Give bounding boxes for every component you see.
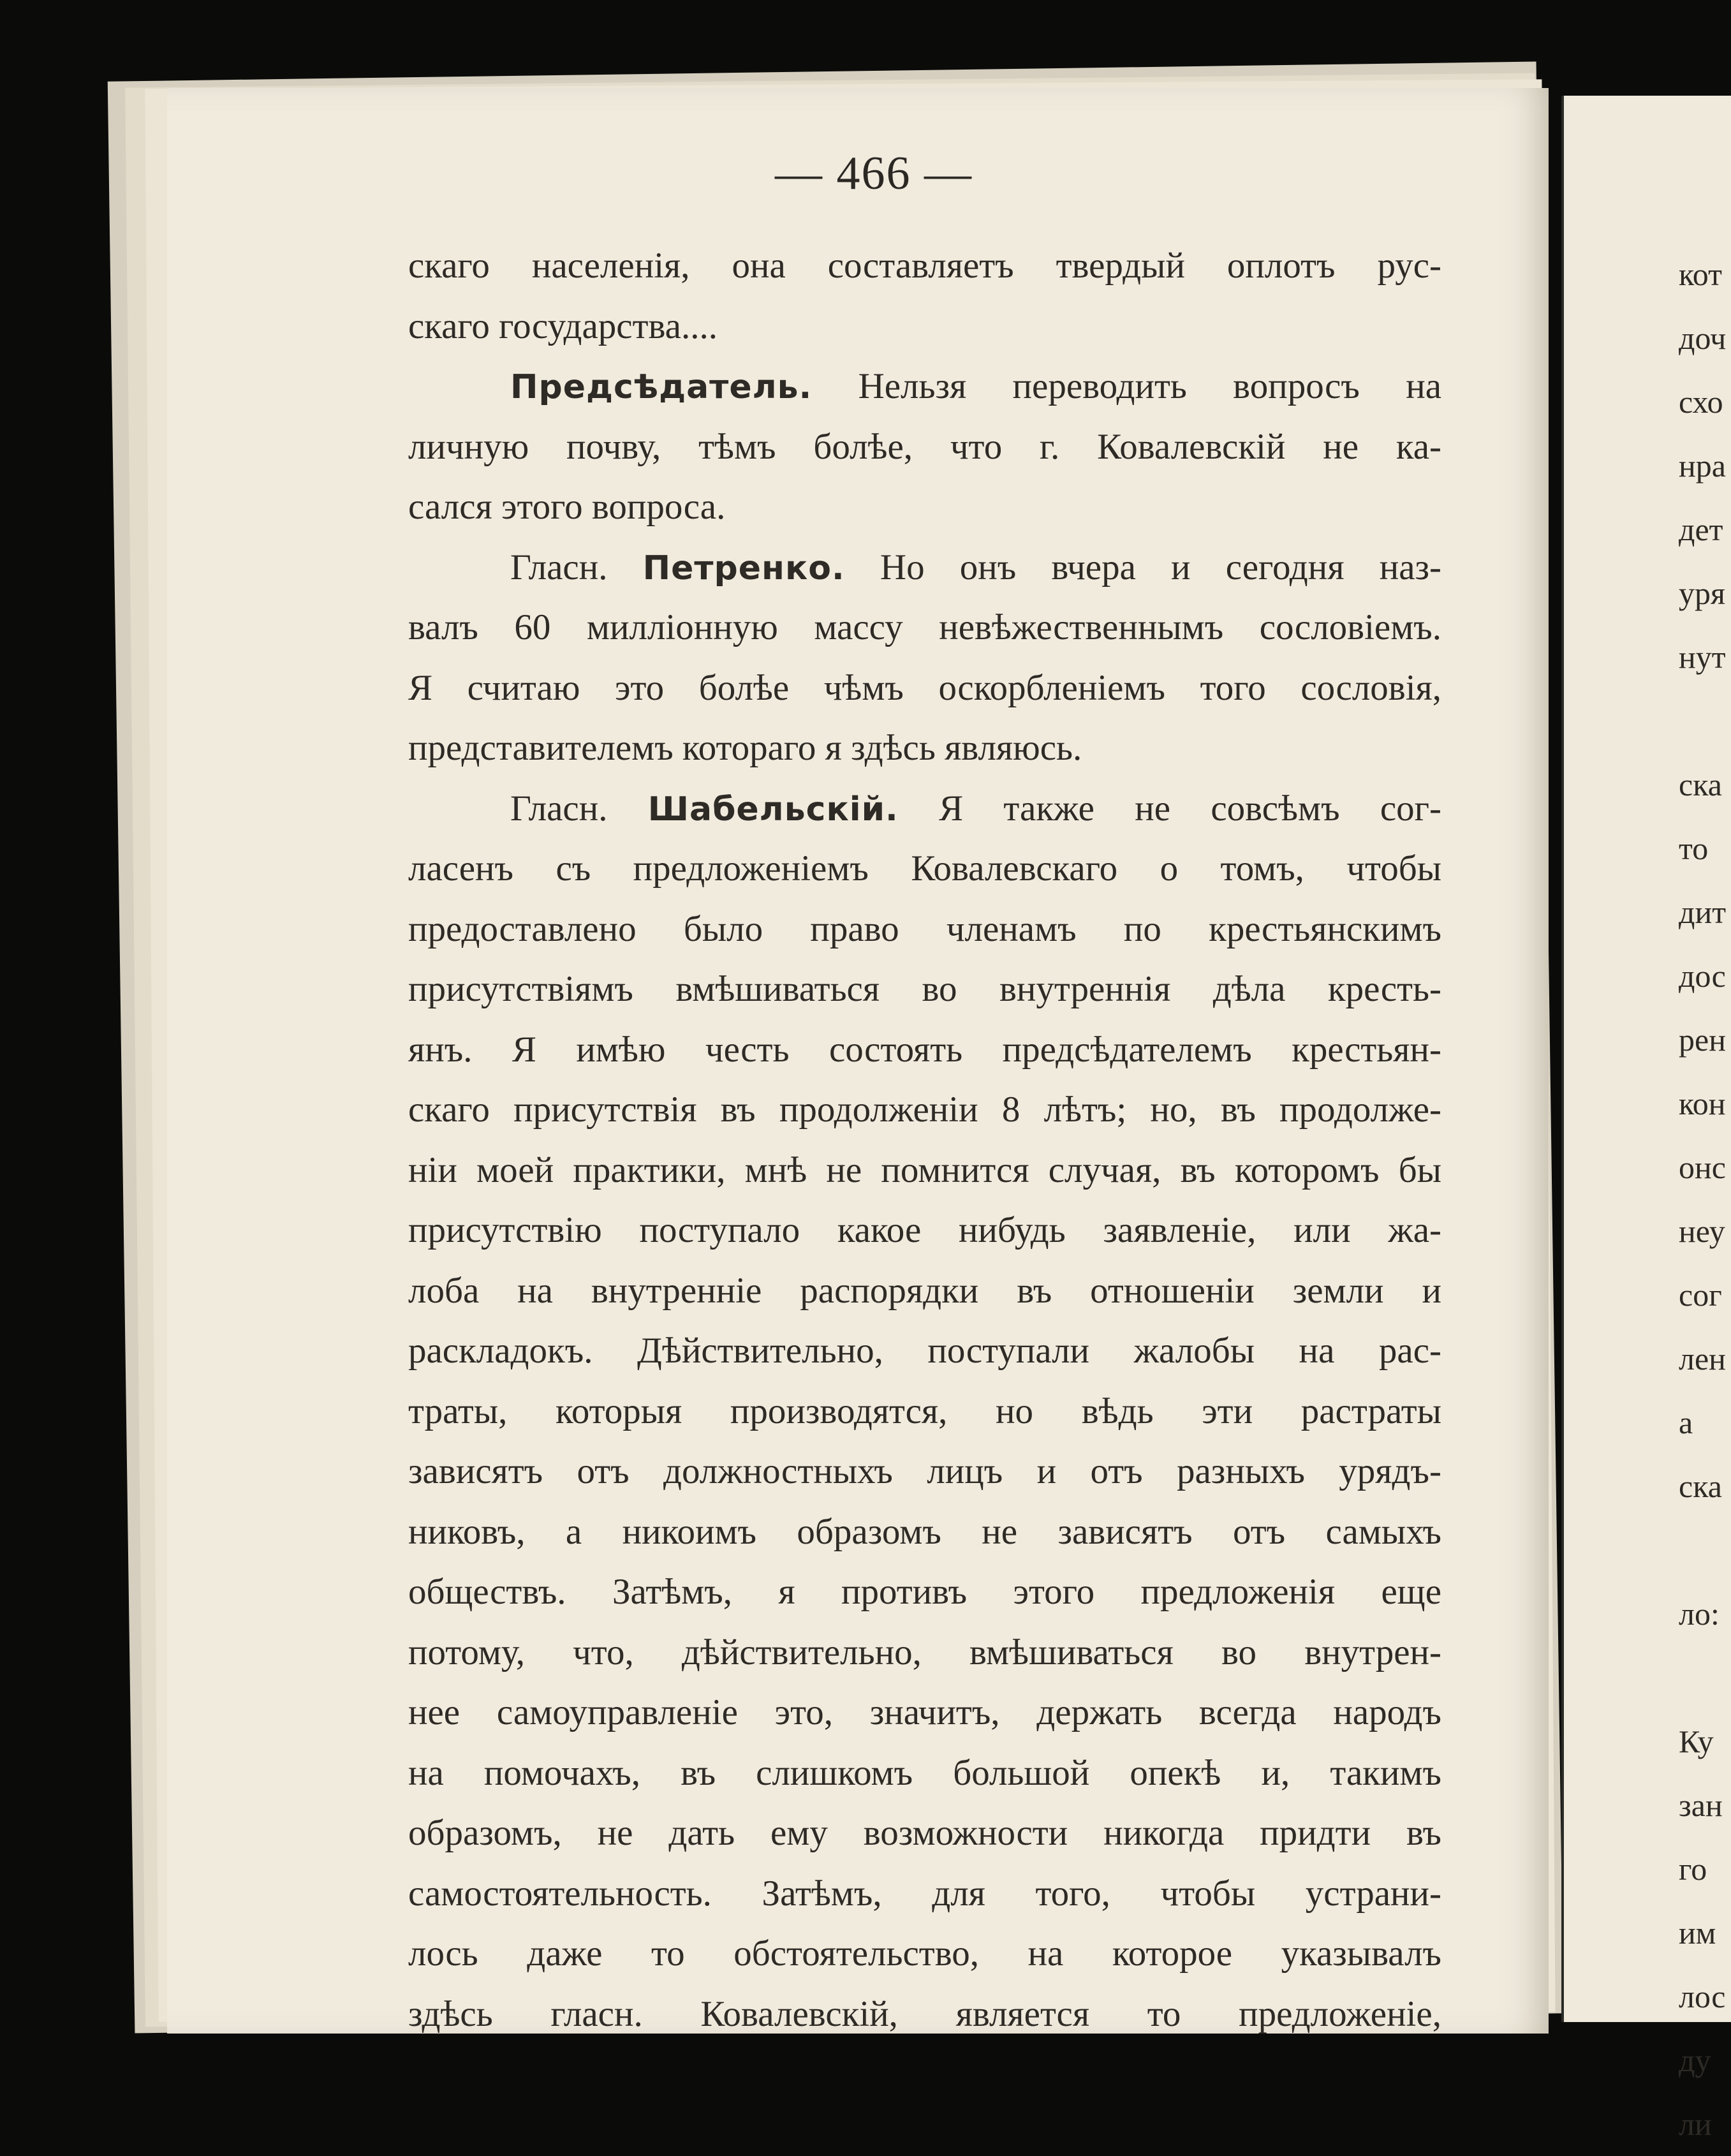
line-text: обществъ. Затѣмъ, я противъ этого предложенія еще bbox=[408, 1572, 1441, 1612]
right-page-text bbox=[1679, 242, 1731, 2156]
line-text: скаго государства.... bbox=[408, 306, 718, 346]
right-page-fragment: зан bbox=[1679, 1787, 1723, 1823]
text-line bbox=[408, 959, 1441, 1020]
right-page-fragment bbox=[1679, 689, 1731, 753]
right-page-fragment: а bbox=[1679, 1405, 1693, 1440]
text-line bbox=[408, 538, 1441, 598]
right-page-fragment: неу bbox=[1679, 1213, 1725, 1249]
text-line bbox=[408, 1261, 1441, 1322]
line-text: нее самоуправленіе это, значитъ, держать всегда народъ bbox=[408, 1692, 1441, 1732]
line-text: личную почву, тѣмъ болѣе, что г. Ковалевскій не ка- bbox=[408, 426, 1441, 467]
line-text: скаго присутствія въ продолженіи 8 лѣтъ; но, въ продолже- bbox=[408, 1089, 1441, 1130]
right-page-fragment: доч bbox=[1679, 320, 1727, 356]
right-page-fragment bbox=[1679, 1646, 1731, 1709]
text-line bbox=[408, 477, 1441, 538]
text-line bbox=[408, 1200, 1441, 1261]
right-page-fragment: уря bbox=[1679, 575, 1725, 611]
text-line bbox=[408, 1080, 1441, 1141]
speaker-prefix: Гласн. bbox=[510, 547, 643, 587]
line-text: Нельзя переводить вопросъ на bbox=[812, 366, 1441, 406]
text-line bbox=[408, 1562, 1441, 1623]
right-page-fragment: схо bbox=[1679, 384, 1723, 420]
page-number: — 466 — bbox=[775, 147, 973, 200]
speaker-name: Шабельскій. bbox=[647, 790, 899, 829]
line-text: траты, которыя производятся, но вѣдь эти растраты bbox=[408, 1391, 1441, 1431]
text-line bbox=[408, 598, 1441, 658]
right-page-fragment: кот bbox=[1679, 256, 1722, 292]
right-page-fragment bbox=[1679, 1518, 1731, 1582]
line-text: предоставлено было право членамъ по крестьянскимъ bbox=[408, 908, 1441, 949]
line-text: представителемъ котораго я здѣсь являюсь. bbox=[408, 728, 1082, 768]
text-line bbox=[408, 1020, 1441, 1081]
text-line bbox=[408, 297, 1441, 357]
line-text: скаго населенія, она составляетъ твердый оплотъ рус- bbox=[408, 246, 1441, 286]
text-line bbox=[408, 839, 1441, 899]
line-text: здѣсь гласн. Ковалевскій, является то предложеніе, bbox=[408, 1993, 1441, 2034]
text-line bbox=[408, 1623, 1441, 1683]
right-page-fragment: ду bbox=[1679, 2042, 1711, 2078]
right-page-fragment: онс bbox=[1679, 1149, 1726, 1185]
right-page-fragment: им bbox=[1679, 1915, 1716, 1951]
line-text: ніи моей практики, мнѣ не помнится случая, въ которомъ бы bbox=[408, 1149, 1441, 1190]
speaker-prefix: Гласн. bbox=[510, 788, 648, 829]
text-line bbox=[408, 1683, 1441, 1743]
text-line bbox=[408, 1321, 1441, 1382]
text-line bbox=[408, 1803, 1441, 1864]
text-line bbox=[408, 1382, 1441, 1442]
right-page-fragment: лен bbox=[1679, 1341, 1726, 1377]
right-page-fragment: лос bbox=[1679, 1979, 1726, 2014]
line-text: Но онъ вчера и сегодня наз- bbox=[844, 547, 1441, 587]
text-line bbox=[408, 417, 1441, 478]
speaker-name: Петренко. bbox=[642, 549, 845, 587]
right-page-fragment: то bbox=[1679, 831, 1709, 866]
right-page-fragment: дит bbox=[1679, 894, 1727, 930]
right-page-fragment: ска bbox=[1679, 767, 1722, 802]
text-line bbox=[408, 899, 1441, 960]
right-page-fragment: нут bbox=[1679, 639, 1726, 675]
right-page-fragment: дос bbox=[1679, 958, 1726, 994]
line-text: ласенъ съ предложеніемъ Ковалевскаго о томъ, чтобы bbox=[408, 848, 1441, 889]
line-text: лоба на внутренніе распорядки въ отношеніи земли и bbox=[408, 1270, 1441, 1311]
line-text: присутствію поступало какое нибудь заявленіе, или жа- bbox=[408, 1210, 1441, 1250]
right-page-fragment: ска bbox=[1679, 1468, 1722, 1504]
right-page-fragment: сог bbox=[1679, 1277, 1722, 1313]
text-line bbox=[408, 1984, 1441, 2045]
right-page-fragment: го bbox=[1679, 1851, 1707, 1887]
text-line bbox=[408, 236, 1441, 297]
text-line bbox=[408, 1442, 1441, 1502]
line-text: потому, что, дѣйствительно, вмѣшиваться во внутрен- bbox=[408, 1632, 1441, 1672]
line-text: лось даже то обстоятельство, на которое указывалъ bbox=[408, 1933, 1441, 1974]
line-text: раскладокъ. Дѣйствительно, поступали жалобы на рас- bbox=[408, 1331, 1441, 1371]
right-page-fragment: ли bbox=[1679, 2106, 1712, 2142]
line-text: сался этого вопроса. bbox=[408, 487, 726, 527]
body-text bbox=[408, 236, 1441, 2044]
line-text: Я считаю это болѣе чѣмъ оскорбленіемъ того сословія, bbox=[408, 667, 1441, 708]
speaker-name: Предсѣдатель. bbox=[510, 368, 813, 406]
right-page-fragment: кон bbox=[1679, 1086, 1726, 1121]
line-text: присутствіямъ вмѣшиваться во внутреннія дѣла кресть- bbox=[408, 969, 1441, 1009]
right-page-fragment: дет bbox=[1679, 512, 1723, 547]
text-line bbox=[408, 658, 1441, 719]
text-line bbox=[408, 1743, 1441, 1804]
line-text: образомъ, не дать ему возможности никогда придти въ bbox=[408, 1813, 1441, 1853]
right-page-fragment: Ку bbox=[1679, 1724, 1714, 1759]
right-page-fragment: рен bbox=[1679, 1022, 1726, 1058]
line-text: на помочахъ, въ слишкомъ большой опекѣ и, такимъ bbox=[408, 1752, 1441, 1793]
text-line bbox=[408, 1924, 1441, 1984]
text-line bbox=[408, 718, 1441, 779]
line-text: зависятъ отъ должностныхъ лицъ и отъ разныхъ урядъ- bbox=[408, 1451, 1441, 1491]
text-line bbox=[408, 1502, 1441, 1563]
text-line bbox=[408, 357, 1441, 417]
text-line bbox=[408, 1141, 1441, 1201]
line-text: Я также не совсѣмъ сог- bbox=[898, 788, 1442, 829]
line-text: никовъ, а никоимъ образомъ не зависятъ отъ самыхъ bbox=[408, 1511, 1441, 1552]
line-text: янъ. Я имѣю честь состоять предсѣдателемъ крестьян- bbox=[408, 1029, 1441, 1070]
text-line bbox=[408, 1864, 1441, 1924]
text-line bbox=[408, 779, 1441, 839]
right-page-fragment: нра bbox=[1679, 448, 1726, 484]
right-page-fragment: ло: bbox=[1679, 1596, 1720, 1632]
line-text: валъ 60 милліонную массу невѣжественнымъ сословіемъ. bbox=[408, 607, 1441, 647]
line-text: самостоятельность. Затѣмъ, для того, чтобы устрани- bbox=[408, 1873, 1441, 1914]
